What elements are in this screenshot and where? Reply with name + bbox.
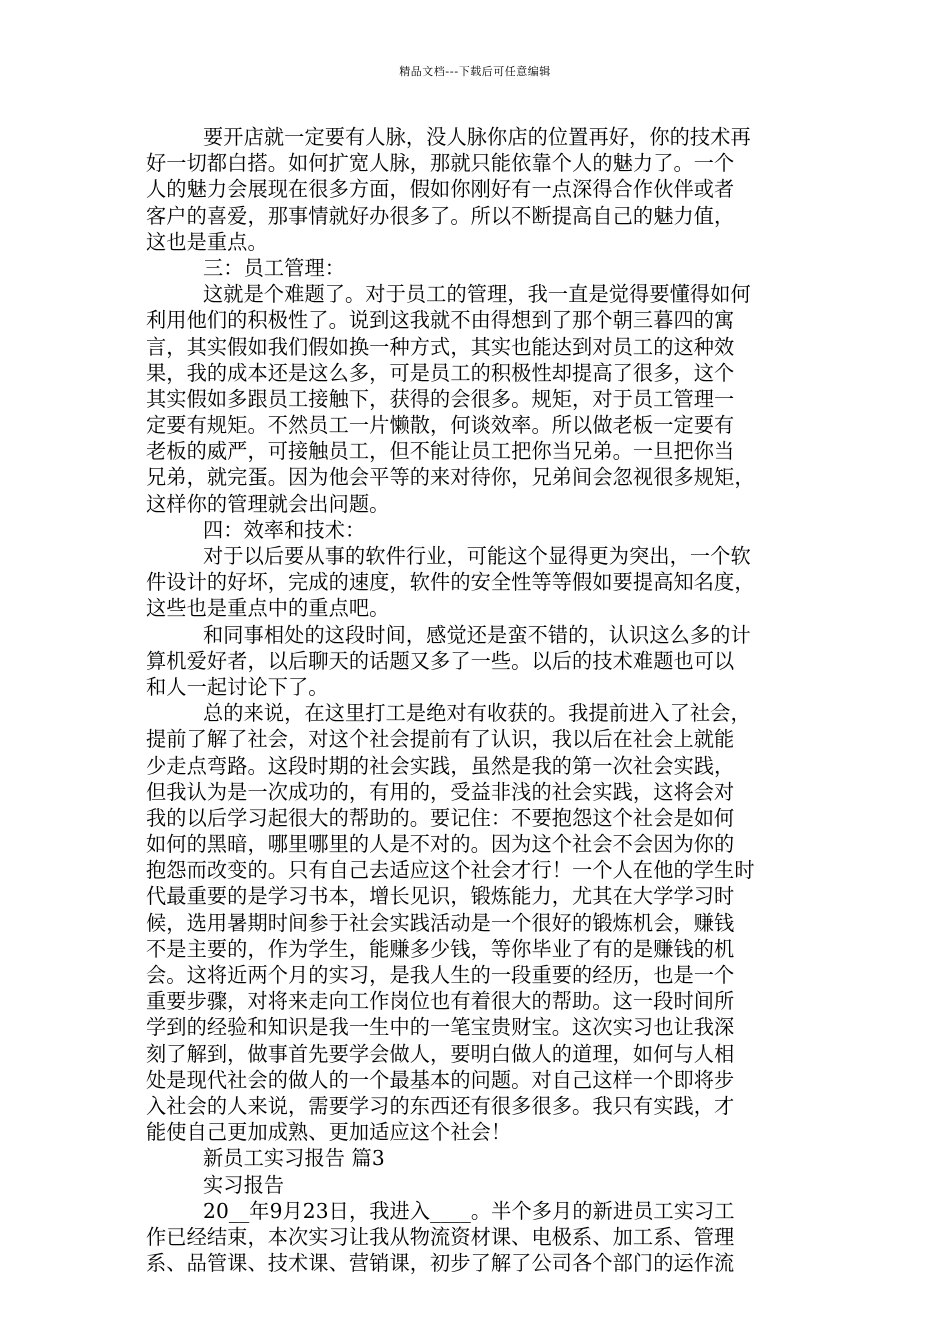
text-line: 利用他们的积极性了。说到这我就不由得想到了那个朝三暮四的寓 <box>146 308 735 333</box>
text-line: 不是主要的，作为学生，能赚多少钱，等你毕业了有的是赚钱的机 <box>146 936 735 961</box>
text-line: 算机爱好者，以后聊天的话题又多了一些。以后的技术难题也可以 <box>146 648 735 673</box>
text-line: 我的以后学习起很大的帮助的。要记住：不要抱怨这个社会是如何 <box>146 805 735 830</box>
text-line: 言，其实假如我们假如换一种方式，其实也能达到对员工的这种效 <box>146 334 735 359</box>
text-line: 重要步骤，对将来走向工作岗位也有着很大的帮助。这一段时间所 <box>146 989 735 1014</box>
text-line: 作已经结束，本次实习让我从物流资材课、电极系、加工系、管理 <box>146 1224 735 1249</box>
text-line: 好一切都白搭。如何扩宽人脉，那就只能依靠个人的魅力了。一个 <box>146 151 735 176</box>
text-line: 客户的喜爱，那事情就好办很多了。所以不断提高自己的魅力值， <box>146 203 735 228</box>
text-line: 三：员工管理： <box>203 255 346 280</box>
text-line: 果，我的成本还是这么多，可是员工的积极性却提高了很多，这个 <box>146 360 735 385</box>
text-line: 学到的经验和知识是我一生中的一笔宝贵财宝。这次实习也让我深 <box>146 1015 735 1040</box>
text-line: 系、品管课、技术课、营销课，初步了解了公司各个部门的运作流 <box>146 1251 735 1276</box>
text-line: 入社会的人来说，需要学习的东西还有很多很多。我只有实践，才 <box>146 1093 735 1118</box>
text-line: 定要有规矩。不然员工一片懒散，何谈效率。所以做老板一定要有 <box>146 413 735 438</box>
text-line: 和人一起讨论下了。 <box>146 674 329 699</box>
text-line: 能使自己更加成熟、更加适应这个社会！ <box>146 1120 512 1145</box>
text-line: 候，选用暑期时间参于社会实践活动是一个很好的锻炼机会，赚钱 <box>146 910 735 935</box>
text-line: 其实假如多跟员工接触下，获得的会很多。规矩，对于员工管理一 <box>146 386 735 411</box>
text-line: 如何的黑暗，哪里哪里的人是不对的。因为这个社会不会因为你的 <box>146 832 735 857</box>
text-line: 20__年9月23日，我进入____。半个多月的新进员工实习工 <box>203 1198 735 1223</box>
text-line: 要开店就一定要有人脉，没人脉你店的位置再好，你的技术再 <box>203 125 751 149</box>
text-line: 抱怨而改变的。只有自己去适应这个社会才行！一个人在他的学生时 <box>146 858 755 883</box>
text-line: 人的魅力会展现在很多方面，假如你刚好有一点深得合作伙伴或者 <box>146 177 735 202</box>
page-header: 精品文档---下载后可任意编辑 <box>399 65 551 78</box>
text-line: 提前了解了社会，对这个社会提前有了认识，我以后在社会上就能 <box>146 727 735 752</box>
text-line: 总的来说，在这里打工是绝对有收获的。我提前进入了社会， <box>203 701 751 726</box>
text-line: 但我认为是一次成功的，有用的，受益非浅的社会实践，这将会对 <box>146 779 735 804</box>
text-line: 这也是重点。 <box>146 229 268 254</box>
document-body <box>146 124 816 1276</box>
text-line: 刻了解到，做事首先要学会做人，要明白做人的道理，如何与人相 <box>146 1041 735 1066</box>
text-line: 老板的威严，可接触员工，但不能让员工把你当兄弟。一旦把你当 <box>146 439 735 464</box>
text-line: 兄弟，就完蛋。因为他会平等的来对待你，兄弟间会忽视很多规矩， <box>146 465 755 490</box>
text-line: 这样你的管理就会出问题。 <box>146 491 390 516</box>
text-line: 件设计的好坏，完成的速度，软件的安全性等等假如要提高知名度， <box>146 570 755 595</box>
text-line: 和同事相处的这段时间，感觉还是蛮不错的，认识这么多的计 <box>203 622 751 647</box>
text-line: 会。这将近两个月的实习，是我人生的一段重要的经历，也是一个 <box>146 963 735 987</box>
text-line: 处是现代社会的做人的一个最基本的问题。对自己这样一个即将步 <box>146 1067 735 1092</box>
text-line: 少走点弯路。这段时期的社会实践，虽然是我的第一次社会实践， <box>146 753 735 778</box>
text-line: 代最重要的是学习书本，增长见识，锻炼能力，尤其在大学学习时 <box>146 884 735 909</box>
text-line: 这些也是重点中的重点吧。 <box>146 596 390 621</box>
text-line: 四：效率和技术： <box>203 517 366 542</box>
text-line: 对于以后要从事的软件行业，可能这个显得更为突出，一个软 <box>203 544 751 568</box>
text-line: 实习报告 <box>203 1172 285 1197</box>
text-line: 新员工实习报告 篇3 <box>203 1146 385 1171</box>
text-line: 这就是个难题了。对于员工的管理，我一直是觉得要懂得如何 <box>203 282 751 307</box>
